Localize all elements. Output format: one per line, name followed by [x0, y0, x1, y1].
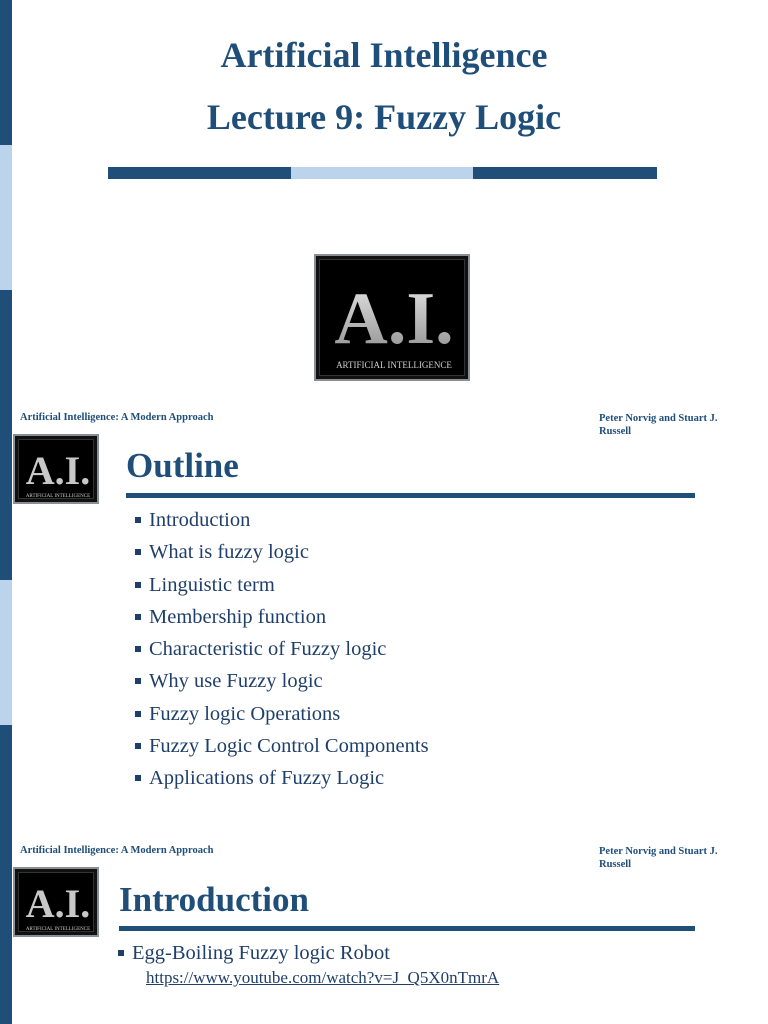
title-slide — [0, 0, 768, 437]
bullet-square-icon — [135, 775, 141, 781]
svg-text:ARTIFICIAL INTELLIGENCE: ARTIFICIAL INTELLIGENCE — [25, 927, 91, 932]
svg-text:ARTIFICIAL INTELLIGENCE: ARTIFICIAL INTELLIGENCE — [25, 494, 91, 499]
youtube-link[interactable]: https://www.youtube.com/watch?v=J_Q5X0nTmrA — [146, 968, 500, 987]
footer-right: Peter Norvig and Stuart J. Russell — [599, 846, 718, 870]
introduction-heading-rule — [119, 926, 695, 931]
svg-text:A.I.: A.I. — [25, 881, 91, 926]
bullet-square-icon — [135, 743, 141, 749]
bullet-square-icon — [135, 711, 141, 717]
ai-logo-small-graphic — [19, 873, 97, 935]
ai-logo-letters: A.I. — [334, 278, 454, 360]
list-item: Fuzzy Logic Control Components — [135, 733, 429, 765]
footer-right: Peter Norvig and Stuart J. Russell — [599, 413, 718, 437]
title-bar-right — [473, 167, 657, 179]
list-item: Characteristic of Fuzzy logic — [135, 636, 429, 668]
title-bar-middle — [291, 167, 473, 179]
list-item: Fuzzy logic Operations — [135, 701, 429, 733]
footer-left: Artificial Intelligence: A Modern Approach — [20, 412, 214, 423]
left-bar-segment — [0, 435, 12, 580]
bullet-square-icon — [118, 950, 124, 956]
list-item: Why use Fuzzy logic — [135, 668, 429, 700]
ai-logo — [314, 254, 470, 381]
bullet-square-icon — [135, 614, 141, 620]
bullet-square-icon — [135, 549, 141, 555]
outline-heading-rule — [126, 493, 695, 498]
left-bar-segment — [0, 580, 12, 725]
bullet-square-icon — [135, 517, 141, 523]
ai-logo-graphic — [320, 260, 468, 379]
bullet-square-icon — [135, 582, 141, 588]
lecture-subtitle: Lecture 9: Fuzzy Logic — [206, 97, 562, 137]
list-item: What is fuzzy logic — [135, 539, 429, 571]
outline-heading: Outline — [126, 446, 239, 485]
list-item: Linguistic term — [135, 572, 429, 604]
introduction-heading: Introduction — [119, 880, 309, 919]
lecture-title: Artificial Intelligence — [220, 35, 548, 75]
bullet-square-icon — [135, 678, 141, 684]
title-bar-left — [108, 167, 291, 179]
ai-logo-small-graphic — [19, 440, 97, 502]
ai-logo-small — [13, 434, 99, 504]
list-item: Applications of Fuzzy Logic — [135, 765, 429, 797]
outline-list — [135, 507, 429, 798]
svg-text:A.I.: A.I. — [25, 448, 91, 493]
bullet-square-icon — [135, 646, 141, 652]
left-bar-segment — [0, 725, 12, 870]
list-item: Membership function — [135, 604, 429, 636]
footer-left: Artificial Intelligence: A Modern Approach — [20, 845, 214, 856]
list-item: Introduction — [135, 507, 429, 539]
ai-logo-small — [13, 867, 99, 937]
left-bar-segment — [0, 870, 12, 1024]
list-item: Egg-Boiling Fuzzy logic Robot — [118, 940, 390, 972]
ai-logo-caption: ARTIFICIAL INTELLIGENCE — [336, 360, 452, 370]
